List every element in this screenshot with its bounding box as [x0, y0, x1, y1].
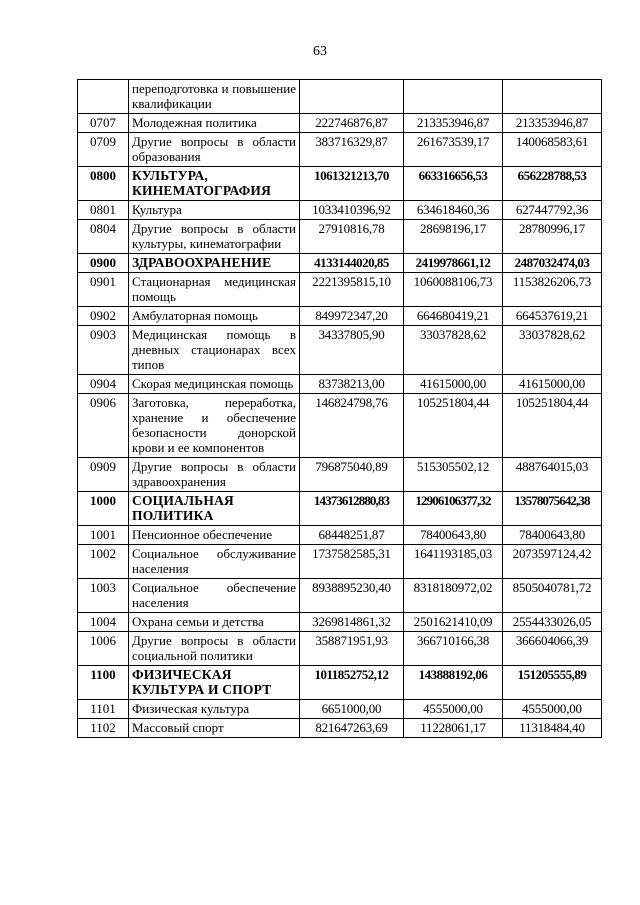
amount-3-cell: 41615000,00	[503, 375, 602, 394]
table-row	[78, 458, 602, 492]
section-name-cell: Заготовка, переработка, хранение и обеспечение безопасности донорской крови и ее компонентов	[129, 394, 300, 458]
section-name-cell: Скорая медицинская помощь	[129, 375, 300, 394]
amount-2-cell: 663316656,53	[404, 167, 503, 201]
amount-2-cell: 261673539,17	[404, 133, 503, 167]
amount-2-cell: 33037828,62	[404, 326, 503, 375]
section-code-cell: 0804	[78, 220, 129, 254]
section-name-cell: Медицинская помощь в дневных стационарах всех типов	[129, 326, 300, 375]
section-name-cell: ФИЗИЧЕСКАЯ КУЛЬТУРА И СПОРТ	[129, 666, 300, 700]
amount-3-cell: 13578075642,38	[503, 492, 602, 526]
section-code-cell: 1101	[78, 700, 129, 719]
amount-1-cell: 27910816,78	[300, 220, 404, 254]
amount-1-cell	[300, 80, 404, 114]
amount-3-cell: 8505040781,72	[503, 579, 602, 613]
section-code-cell: 1100	[78, 666, 129, 700]
amount-3-cell: 11318484,40	[503, 719, 602, 738]
table-row	[78, 273, 602, 307]
amount-3-cell: 4555000,00	[503, 700, 602, 719]
amount-2-cell: 213353946,87	[404, 114, 503, 133]
section-name-cell: КУЛЬТУРА, КИНЕМАТОГРАФИЯ	[129, 167, 300, 201]
table-row	[78, 326, 602, 375]
amount-2-cell: 11228061,17	[404, 719, 503, 738]
amount-3-cell	[503, 80, 602, 114]
amount-3-cell: 213353946,87	[503, 114, 602, 133]
section-name-cell: Социальное обеспечение населения	[129, 579, 300, 613]
section-name-cell: Другие вопросы в области социальной политики	[129, 632, 300, 666]
section-code-cell: 0906	[78, 394, 129, 458]
amount-2-cell: 2419978661,12	[404, 254, 503, 273]
amount-3-cell: 105251804,44	[503, 394, 602, 458]
amount-2-cell: 41615000,00	[404, 375, 503, 394]
table-row	[78, 700, 602, 719]
amount-2-cell: 8318180972,02	[404, 579, 503, 613]
table-row	[78, 114, 602, 133]
section-row	[78, 666, 602, 700]
section-code-cell: 1003	[78, 579, 129, 613]
amount-2-cell: 78400643,80	[404, 526, 503, 545]
amount-2-cell: 12906106377,32	[404, 492, 503, 526]
amount-2-cell: 143888192,06	[404, 666, 503, 700]
amount-1-cell: 1061321213,70	[300, 167, 404, 201]
section-code-cell: 0800	[78, 167, 129, 201]
amount-3-cell: 664537619,21	[503, 307, 602, 326]
amount-3-cell: 33037828,62	[503, 326, 602, 375]
amount-2-cell: 28698196,17	[404, 220, 503, 254]
amount-1-cell: 849972347,20	[300, 307, 404, 326]
amount-3-cell: 1153826206,73	[503, 273, 602, 307]
section-name-cell: Охрана семьи и детства	[129, 613, 300, 632]
section-code-cell: 1006	[78, 632, 129, 666]
amount-3-cell: 140068583,61	[503, 133, 602, 167]
section-name-cell: Массовый спорт	[129, 719, 300, 738]
table-row	[78, 80, 602, 114]
section-code-cell: 0900	[78, 254, 129, 273]
amount-2-cell: 2501621410,09	[404, 613, 503, 632]
amount-2-cell: 4555000,00	[404, 700, 503, 719]
table-row	[78, 375, 602, 394]
section-name-cell: СОЦИАЛЬНАЯ ПОЛИТИКА	[129, 492, 300, 526]
section-code-cell: 1102	[78, 719, 129, 738]
section-name-cell: Социальное обслуживание населения	[129, 545, 300, 579]
section-name-cell: Другие вопросы в области здравоохранения	[129, 458, 300, 492]
table-row	[78, 719, 602, 738]
table-row	[78, 220, 602, 254]
section-row	[78, 167, 602, 201]
amount-1-cell: 1737582585,31	[300, 545, 404, 579]
amount-1-cell: 14373612880,83	[300, 492, 404, 526]
page-number: 63	[313, 44, 327, 59]
amount-1-cell: 8938895230,40	[300, 579, 404, 613]
section-code-cell: 0903	[78, 326, 129, 375]
section-row	[78, 492, 602, 526]
section-code-cell: 1002	[78, 545, 129, 579]
table-row	[78, 394, 602, 458]
section-code-cell: 0801	[78, 201, 129, 220]
amount-1-cell: 796875040,89	[300, 458, 404, 492]
budget-table	[77, 79, 602, 738]
amount-3-cell: 488764015,03	[503, 458, 602, 492]
amount-1-cell: 821647263,69	[300, 719, 404, 738]
amount-3-cell: 627447792,36	[503, 201, 602, 220]
section-code-cell: 0707	[78, 114, 129, 133]
section-code-cell: 0909	[78, 458, 129, 492]
amount-2-cell: 1060088106,73	[404, 273, 503, 307]
amount-2-cell: 515305502,12	[404, 458, 503, 492]
amount-3-cell: 28780996,17	[503, 220, 602, 254]
amount-1-cell: 34337805,90	[300, 326, 404, 375]
section-code-cell: 0902	[78, 307, 129, 326]
section-code-cell: 1001	[78, 526, 129, 545]
amount-3-cell: 2554433026,05	[503, 613, 602, 632]
section-name-cell: переподготовка и повышение квалификации	[129, 80, 300, 114]
amount-3-cell: 2487032474,03	[503, 254, 602, 273]
section-code-cell	[78, 80, 129, 114]
amount-2-cell: 366710166,38	[404, 632, 503, 666]
section-code-cell: 1000	[78, 492, 129, 526]
section-code-cell: 1004	[78, 613, 129, 632]
amount-1-cell: 68448251,87	[300, 526, 404, 545]
amount-1-cell: 1033410396,92	[300, 201, 404, 220]
table-row	[78, 526, 602, 545]
table-row	[78, 133, 602, 167]
section-name-cell: Стационарная медицинская помощь	[129, 273, 300, 307]
section-name-cell: Другие вопросы в области культуры, кинематографии	[129, 220, 300, 254]
section-name-cell: ЗДРАВООХРАНЕНИЕ	[129, 254, 300, 273]
amount-1-cell: 2221395815,10	[300, 273, 404, 307]
amount-2-cell: 664680419,21	[404, 307, 503, 326]
amount-1-cell: 4133144020,85	[300, 254, 404, 273]
amount-1-cell: 222746876,87	[300, 114, 404, 133]
amount-3-cell: 151205555,89	[503, 666, 602, 700]
amount-2-cell: 1641193185,03	[404, 545, 503, 579]
amount-1-cell: 383716329,87	[300, 133, 404, 167]
table-row	[78, 632, 602, 666]
budget-table-body	[78, 80, 602, 738]
section-code-cell: 0904	[78, 375, 129, 394]
amount-1-cell: 83738213,00	[300, 375, 404, 394]
amount-1-cell: 1011852752,12	[300, 666, 404, 700]
amount-1-cell: 358871951,93	[300, 632, 404, 666]
amount-2-cell: 634618460,36	[404, 201, 503, 220]
table-row	[78, 579, 602, 613]
section-code-cell: 0709	[78, 133, 129, 167]
amount-3-cell: 366604066,39	[503, 632, 602, 666]
section-name-cell: Физическая культура	[129, 700, 300, 719]
amount-1-cell: 3269814861,32	[300, 613, 404, 632]
table-row	[78, 201, 602, 220]
table-row	[78, 545, 602, 579]
section-name-cell: Молодежная политика	[129, 114, 300, 133]
section-name-cell: Культура	[129, 201, 300, 220]
section-name-cell: Пенсионное обеспечение	[129, 526, 300, 545]
amount-1-cell: 6651000,00	[300, 700, 404, 719]
amount-3-cell: 656228788,53	[503, 167, 602, 201]
table-row	[78, 307, 602, 326]
amount-2-cell: 105251804,44	[404, 394, 503, 458]
amount-2-cell	[404, 80, 503, 114]
section-name-cell: Другие вопросы в области образования	[129, 133, 300, 167]
amount-3-cell: 2073597124,42	[503, 545, 602, 579]
table-row	[78, 613, 602, 632]
section-code-cell: 0901	[78, 273, 129, 307]
section-row	[78, 254, 602, 273]
section-name-cell: Амбулаторная помощь	[129, 307, 300, 326]
amount-1-cell: 146824798,76	[300, 394, 404, 458]
amount-3-cell: 78400643,80	[503, 526, 602, 545]
